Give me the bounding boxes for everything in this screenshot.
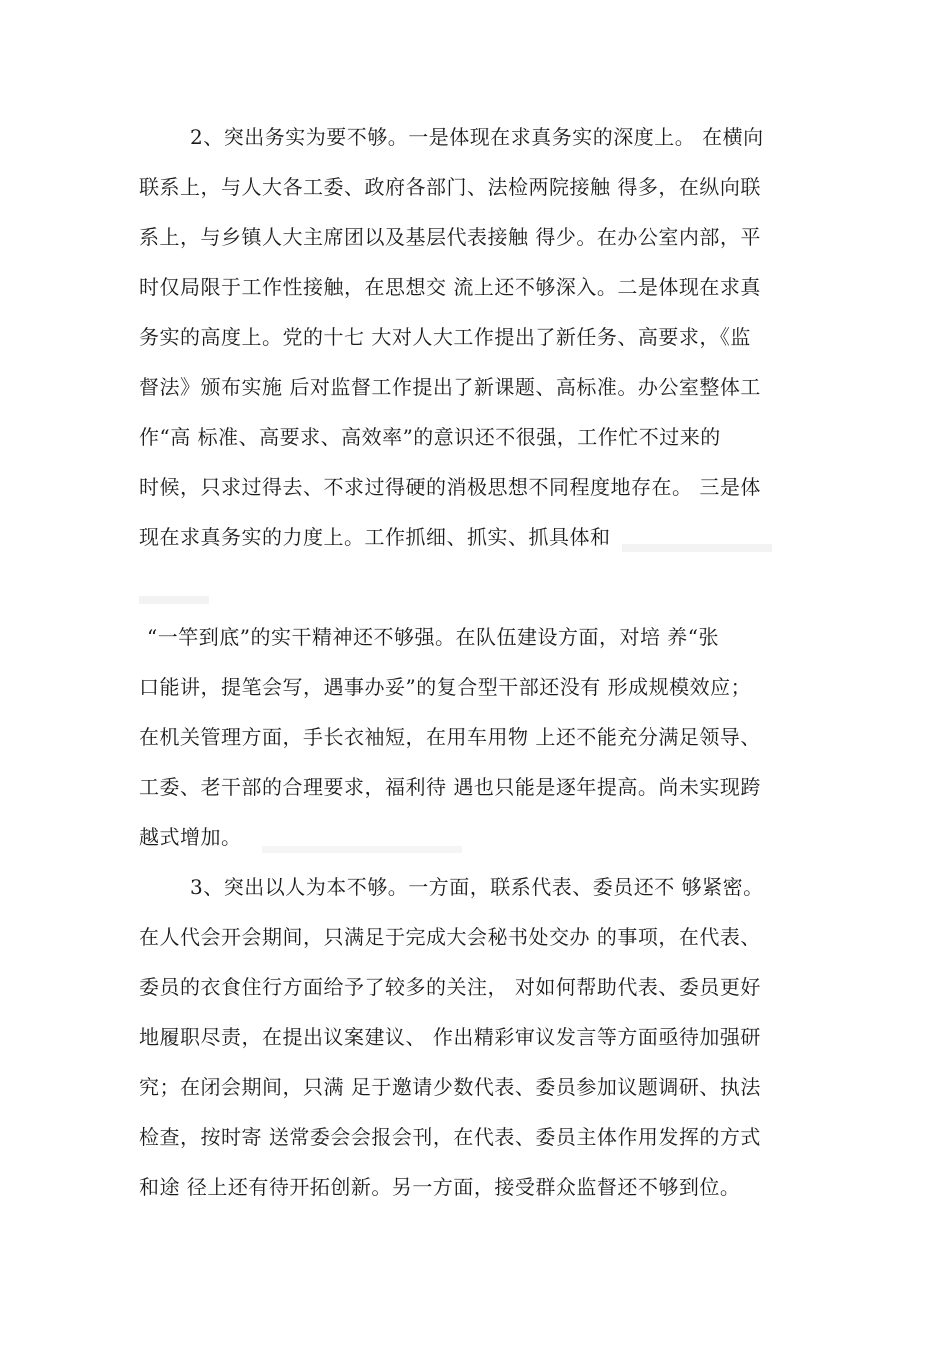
paragraph-line: 工委、老干部的合理要求，福利待 遇也只能是逐年提高。尚未实现跨 [139, 775, 761, 799]
paragraph-line: 和途 径上还有待开拓创新。另一方面，接受群众监督还不够到位。 [139, 1175, 741, 1199]
paragraph-line: 联系上，与人大各工委、政府各部门、法检两院接触 得多，在纵向联 [139, 175, 761, 199]
scan-artifact [139, 596, 209, 604]
paragraph-line: 务实的高度上。党的十七 大对人大工作提出了新任务、高要求，《监 [139, 325, 751, 349]
paragraph-line: 2、突出务实为要不够。一是体现在求真务实的深度上。 在横向 [190, 125, 764, 149]
paragraph-line: 地履职尽责，在提出议案建议、 作出精彩审议发言等方面亟待加强研 [139, 1025, 761, 1049]
paragraph-line: 督法》颁布实施 后对监督工作提出了新课题、高标准。办公室整体工 [139, 375, 761, 399]
paragraph-line: 现在求真务实的力度上。工作抓细、抓实、抓具体和 [139, 525, 611, 549]
paragraph-line: 3、突出以人为本不够。一方面，联系代表、委员还不 够紧密。 [190, 875, 764, 899]
paragraph-line: 在机关管理方面，手长衣袖短，在用车用物 上还不能充分满足领导、 [139, 725, 761, 749]
scan-artifact [262, 846, 462, 853]
paragraph-line: 时仅局限于工作性接触，在思想交 流上还不够深入。二是体现在求真 [139, 275, 761, 299]
paragraph-line: 口能讲，提笔会写，遇事办妥”的复合型干部还没有 形成规模效应； [139, 675, 752, 699]
paragraph-line: 作“高 标准、高要求、高效率”的意识还不很强，工作忙不过来的 [139, 425, 721, 449]
paragraph-line: 检查，按时寄 送常委会会报会刊，在代表、委员主体作用发挥的方式 [139, 1125, 761, 1149]
paragraph-line: 究；在闭会期间，只满 足于邀请少数代表、委员参加议题调研、执法 [139, 1075, 761, 1099]
paragraph-line: 委员的衣食住行方面给予了较多的关注， 对如何帮助代表、委员更好 [139, 975, 761, 999]
paragraph-line: 越式增加。 [139, 825, 242, 849]
paragraph-line: 时候，只求过得去、不求过得硬的消极思想不同程度地存在。 三是体 [139, 475, 761, 499]
paragraph-line: “一竿到底”的实干精神还不够强。在队伍建设方面，对培 养“张 [147, 625, 720, 649]
paragraph-line: 系上，与乡镇人大主席团以及基层代表接触 得少。在办公室内部，平 [139, 225, 761, 249]
paragraph-line: 在人代会开会期间，只满足于完成大会秘书处交办 的事项，在代表、 [139, 925, 761, 949]
scan-artifact [622, 544, 772, 552]
